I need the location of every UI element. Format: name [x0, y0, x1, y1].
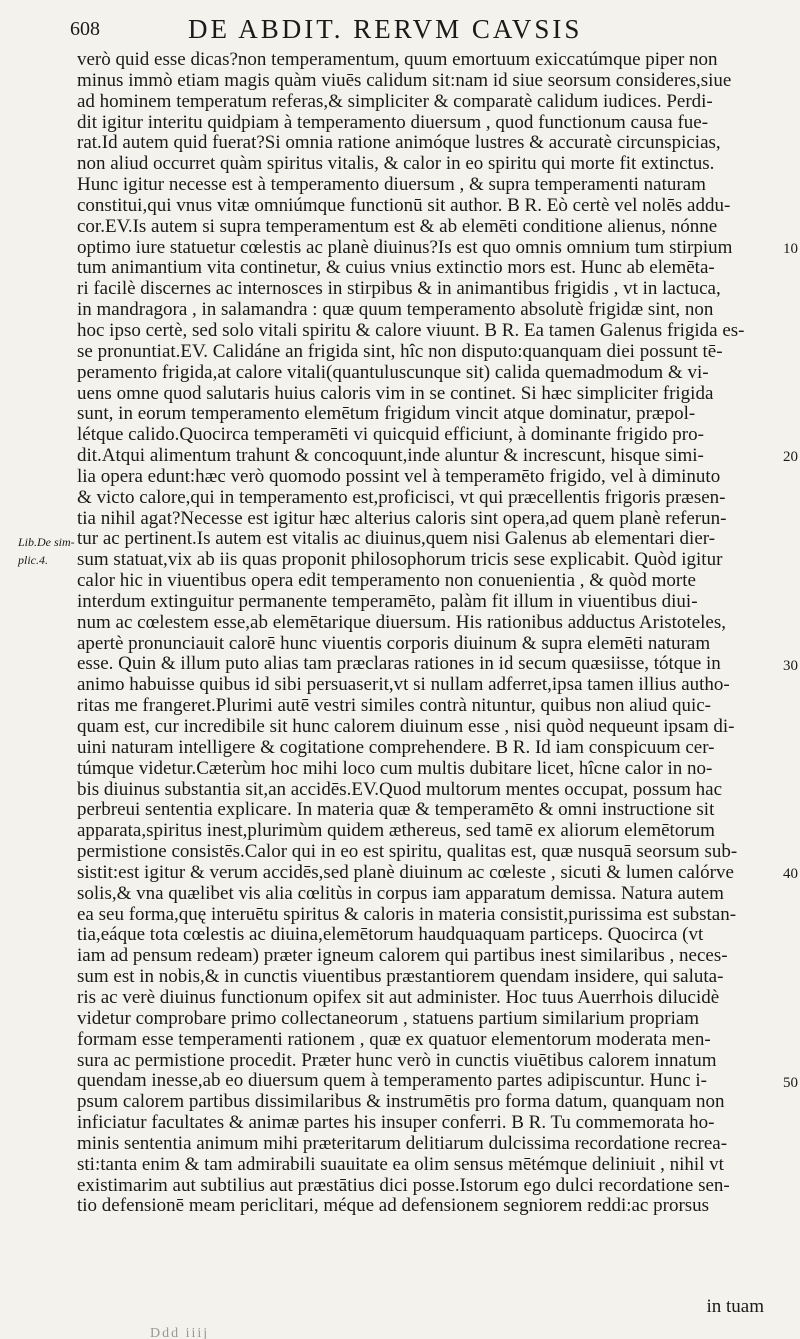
- text-line: dit.Atqui alimentum trahunt & concoquunt,inde aluntur & increscunt, hisque simi-: [77, 446, 704, 467]
- text-line: ritas me frangeret.Plurimi autē vestri similes contrà nituntur, quibus non aliud quic-: [77, 696, 712, 717]
- margin-note-line: Lib.De sim-: [18, 534, 75, 549]
- text-line: permistione consistēs.Calor qui in eo est spiritu, qualitas est, quæ nusquā seorsum sub-: [77, 842, 738, 863]
- page-number: 608: [70, 18, 100, 40]
- line-number: 20: [783, 449, 798, 466]
- text-line: létque calido.Quocirca temperamēti vi quicquid efficiunt, à dominante frigido pro-: [77, 425, 704, 446]
- text-line: tio defensionē meam periclitari, méque ad defensionem segniorem reddi:ac prorsus: [77, 1196, 710, 1217]
- line-number: 40: [783, 866, 798, 883]
- text-line: & victo calore,qui in temperamento est,proficisci, vt qui præcellentis frigoris præsen-: [77, 487, 726, 508]
- text-line: ad hominem temperatum referas,& simpliciter & comparatè calidum iudices. Perdi-: [77, 91, 713, 112]
- text-line: tur ac pertinent.Is autem est vitalis ac diuinus,quem nisi Galenus ab elementari dier-: [77, 529, 716, 550]
- text-line: se pronuntiat.EV. Calidáne an frigida sint, hîc non disputo:quanquam diei possunt tē-: [77, 341, 723, 362]
- text-line: sum statuat,vix ab iis quas proponit philosophorum tricis sese explicabit. Quòd igitur: [77, 550, 723, 571]
- text-line: formam esse temperamenti rationem , quæ ex quatuor elementorum moderata men-: [77, 1029, 711, 1050]
- text-line: túmque videtur.Cæterùm hoc mihi loco cum multis dubitare licet, hîcne calor in no-: [77, 758, 713, 779]
- text-line: iam ad pensum redeam) præter igneum calorem qui partibus inest similaribus , neces-: [77, 946, 728, 967]
- text-line: esse. Quin & illum puto alias tam præclaras rationes in id secum quæsiisse, tótque in: [77, 654, 721, 675]
- text-line: rat.Id autem quid fuerat?Si omnia ratione animóque lustres & accuratè circunspicias,: [77, 133, 721, 154]
- text-line: ea seu forma,quę interuētu spiritus & caloris in materia consistit,purissima est substan-: [77, 904, 737, 925]
- text-line: psum calorem partibus dissimilaribus & instrumētis pro forma datum, quanquam non: [77, 1092, 725, 1113]
- text-line: ri facilè discernes ac internosces in stirpibus & in animantibus frigidis , vt in lactuca,: [77, 279, 721, 300]
- text-line: existimarim aut subtilius aut præstātius dici posse.Istorum ego dulci recordatione sen-: [77, 1175, 730, 1196]
- text-line: apertè pronunciauit calorē hunc viuentis corporis diuinum & supra elemēti naturam: [77, 633, 711, 654]
- text-line: minus immò etiam magis quàm viuēs calidum sit:nam id siue seorsum consideres,siue: [77, 70, 732, 91]
- text-line: optimo iure statuetur cœlestis ac planè diuinus?Is est quo omnis omnium tum stirpium: [77, 237, 733, 258]
- text-line: solis,& vna quælibet vis alia cœlitùs in corpus iam apparatum demissa. Natura autem: [77, 883, 724, 904]
- page-header: [70, 12, 770, 44]
- body-text: [77, 50, 761, 1217]
- text-line: minis sententia animum mihi præteritarum delitiarum dulcissima recordatione recrea-: [77, 1133, 728, 1154]
- text-line: interdum extinguitur permanente temperamēto, palàm fit illum in viuentibus diui-: [77, 591, 698, 612]
- text-line: Hunc igitur necesse est à temperamento diuersum , & supra temperamenti naturam: [77, 175, 706, 196]
- text-line: perbreui sententia explicare. In materia quæ & temperamēto & omni instructione sit: [77, 800, 715, 821]
- line-number: 30: [783, 657, 798, 674]
- line-number: 10: [783, 240, 798, 257]
- margin-note-line: plic.4.: [18, 552, 48, 567]
- text-line: cor.EV.Is autem si supra temperamentum est & ab elemēti conditione alienus, nónne: [77, 216, 718, 237]
- text-line: constitui,qui vnus vitæ omniúmque functionū sit author. B R. Eò certè vel nolēs addu-: [77, 195, 731, 216]
- text-line: dit igitur interitu quidpiam à temperamento diuersum , quod functionum causa fue-: [77, 112, 709, 133]
- text-line: sunt, in eorum temperamento elemētum frigidum vincit atque dominatur, præpol-: [77, 404, 696, 425]
- text-line: animo habuisse quibus id sibi persuaserit,vt si nullam adferret,ipsa tamen illius autho-: [77, 675, 730, 696]
- line-number: 50: [783, 1074, 798, 1091]
- text-line: uini naturam intelligere & cogitatione comprehendere. B R. Id iam conspicuum cer-: [77, 737, 715, 758]
- text-line: lia opera edunt:hæc verò quomodo possint vel à temperamēto frigido, vel à diminuto: [77, 466, 721, 487]
- text-line: quendam inesse,ab eo diuersum quem à temperamento partes adipiscuntur. Hunc i-: [77, 1071, 707, 1092]
- text-line: tum animantium vita continetur, & cuius vnius extinctio mors est. Hunc ab elemēta-: [77, 258, 715, 279]
- text-line: tia,eáque tota cœlestis ac diuina,elemētorum haudquaquam particeps. Quocirca (vt: [77, 925, 704, 946]
- catchword: in tuam: [706, 1296, 764, 1317]
- text-line: tia nihil agat?Necesse est igitur hæc alterius caloris sint opera,ad quem planè referun-: [77, 508, 727, 529]
- text-line: in mandragora , in salamandra : quæ quum temperamento absolutè frigidæ sint, non: [77, 300, 714, 321]
- text-line: quam est, cur incredibile sit hunc calorem diuinum esse , nisi quòd nequeunt ipsam di-: [77, 717, 735, 737]
- text-line: sistit:est igitur & verum accidēs,sed planè diuinum ac cœleste , sicuti & lumen calórve: [77, 862, 734, 883]
- text-line: videtur comprobare primo collectaneorum , statuens partium similarium propriam: [77, 1008, 700, 1029]
- text-line: sum est in nobis,& in cunctis viuentibus præstantiorem quendam insidere, qui saluta-: [77, 967, 724, 988]
- text-line: ris ac verè diuinus functionum opifex sit aut administer. Hoc tuus Auerrhois dilucidè: [77, 987, 720, 1008]
- text-line: hoc ipso certè, sed solo vitali spiritu & calore viuunt. B R. Ea tamen Galenus frigida es-: [77, 320, 745, 341]
- text-line: bis diuinus substantia sit,an accidēs.EV.Quod multorum mentes occupat, possum hac: [77, 779, 723, 800]
- text-line: apparata,spiritus inest,plurimùm quidem æthereus, sed tamē ex aliorum elemētorum: [77, 821, 715, 842]
- text-line: peramento frigida,at calore vitali(quantuluscunque sit) calida quemadmodum & vi-: [77, 362, 709, 383]
- text-line: sura ac permistione procedit. Præter hunc verò in cunctis viuētibus calorem innatum: [77, 1050, 717, 1071]
- running-title: DE ABDIT. RERVM CAVSIS: [188, 14, 583, 44]
- text-line: num ac cœlestem esse,ab elemētarique diuersum. His rationibus adductus Aristoteles,: [77, 612, 726, 633]
- signature-mark: Ddd iiij: [150, 1326, 210, 1339]
- text-line: inficiatur facultates & animæ partes his insuper conferri. B R. Tu commemorata ho-: [77, 1113, 715, 1134]
- text-line: sti:tanta enim & tam admirabili suauitate ea olim sensus mētémque deliniuit , nihil vt: [77, 1154, 724, 1175]
- text-line: calor hic in viuentibus opera edit temperamento non conuenientia , & quòd morte: [77, 571, 696, 592]
- text-line: non aliud occurret quàm spiritus vitalis, & calor in eo spiritu qui morte fit extinctus.: [77, 154, 715, 175]
- text-line: verò quid esse dicas?non temperamentum, quum emortuum exiccatúmque piper non: [77, 50, 718, 70]
- text-line: uens omne quod salutaris huius caloris vim in se continet. Si hæc simpliciter frigida: [77, 383, 714, 404]
